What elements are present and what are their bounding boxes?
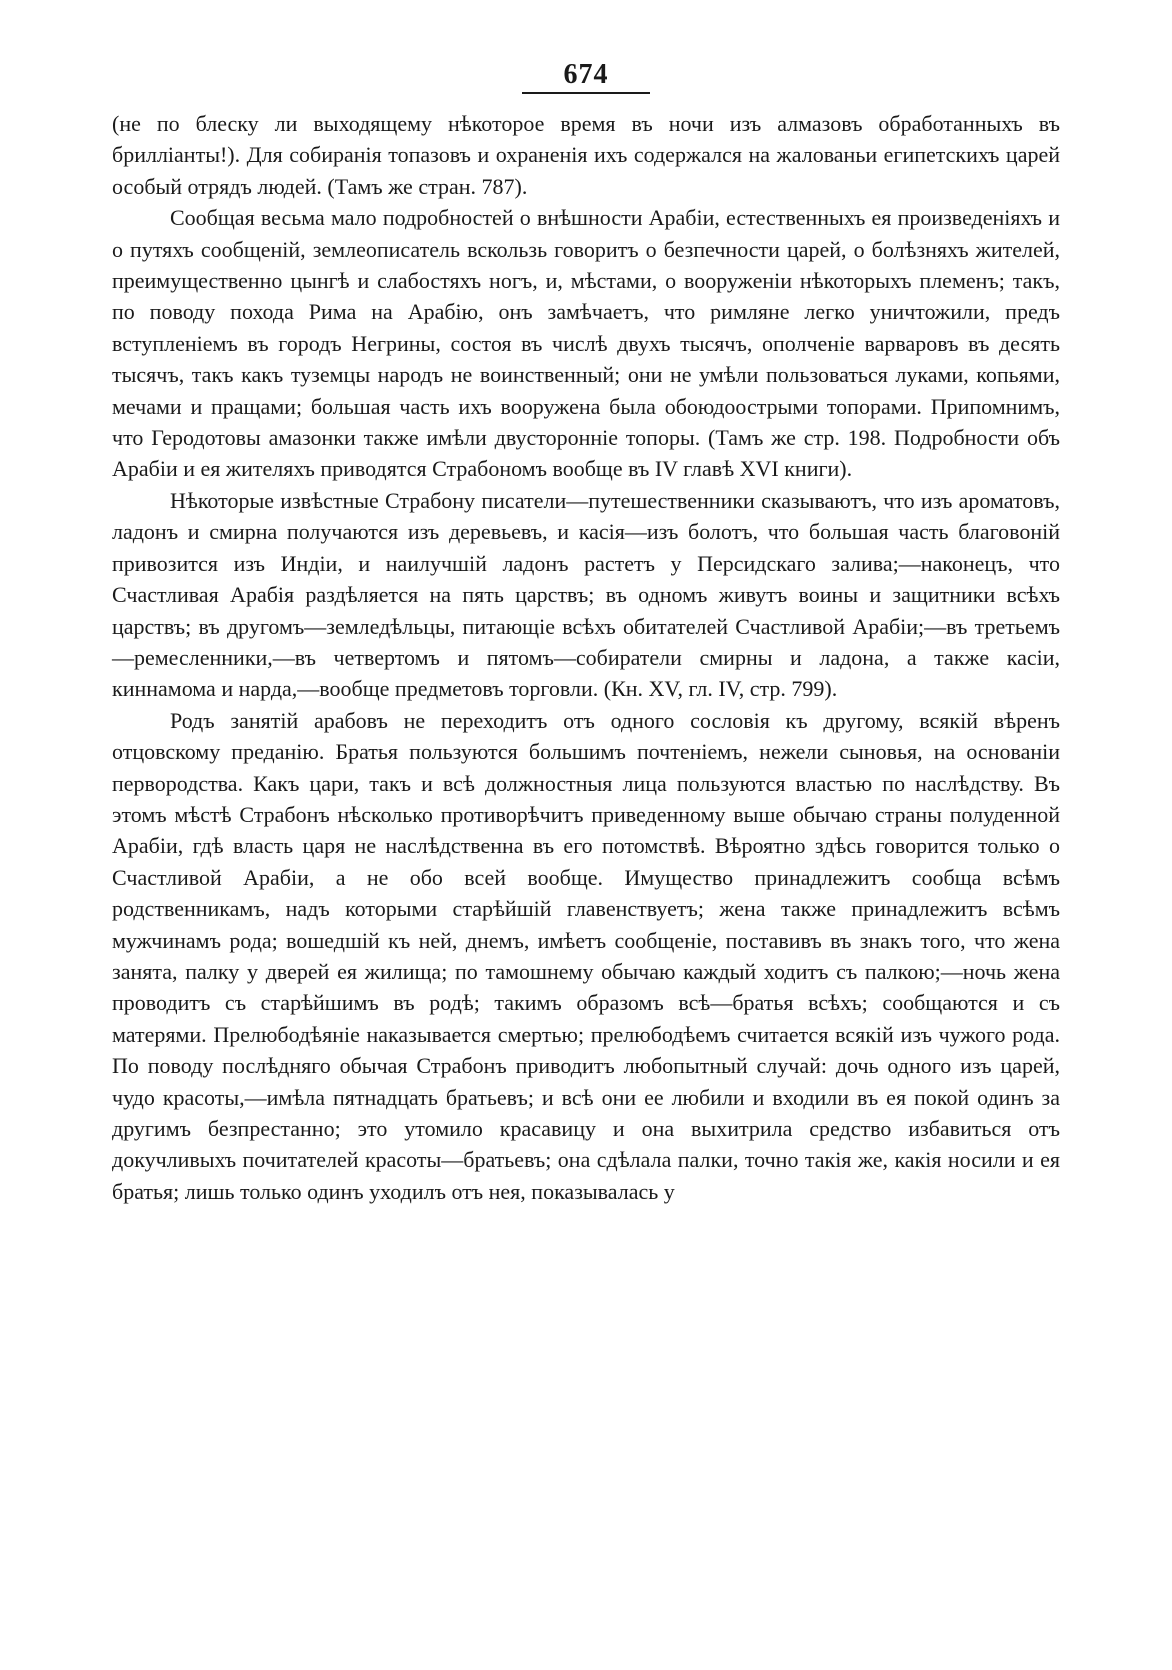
body-text [112,108,1060,1207]
paragraph: Нѣкоторые извѣстные Страбону писатели—путешественники сказываютъ, что изъ ароматовъ, ладонъ и смирна получаются изъ деревьевъ, и касія—изъ болотъ, что большая часть благовоній привозится изъ Индіи, и наилучшій ладонъ растетъ у Персидскаго залива;—наконецъ, что Счастливая Арабія раздѣляется на пять царствъ; въ одномъ живутъ воины и защитники всѣхъ царствъ; въ другомъ—земледѣльцы, питающіе всѣхъ обитателей Счастливой Арабіи;—въ третьемъ—ремесленники,—въ четвертомъ и пятомъ—собиратели смирны и ладона, а также касіи, киннамома и нарда,—вообще предметовъ торговли. (Кн. XV, гл. IV, стр. 799). [112,487,1060,702]
paragraph: Родъ занятій арабовъ не переходитъ отъ одного сословія къ другому, всякій вѣренъ отцовскому преданію. Братья пользуются большимъ почтеніемъ, нежели сыновья, на основаніи первородства. Какъ цари, такъ и всѣ должностныя лица пользуются властью по наслѣдству. Въ этомъ мѣстѣ Страбонъ нѣсколько противорѣчитъ приведенному выше обычаю страны полуденной Арабіи, гдѣ власть царя не наслѣдственна въ его потомствѣ. Вѣроятно здѣсь говорится только о Счастливой Арабіи, а не обо всей вообще. Имущество принадлежитъ сообща всѣмъ родственникамъ, надъ которыми старѣйшій главенствуетъ; жена также принадлежитъ всѣмъ мужчинамъ рода; вошедшій къ ней, днемъ, имѣетъ сообщеніе, поставивъ въ знакъ того, что жена занята, палку у дверей ея жилища; по тамошнему обычаю каждый ходитъ съ палкою;—ночь жена проводитъ съ старѣйшимъ въ родѣ; такимъ образомъ всѣ—братья всѣхъ; сообщаются и съ матерями. Прелюбодѣяніе наказывается смертью; прелюбодѣемъ считается всякій изъ чужого рода. По поводу послѣдняго обычая Страбонъ приводитъ любопытный случай: дочь одного изъ царей, чудо красоты,—имѣла пятнадцать братьевъ; и всѣ они ее любили и входили въ ея покой одинъ за другимъ безпрестанно; это утомило красавицу и она выхитрила средство избавиться отъ докучливыхъ почитателей красоты—братьевъ; она сдѣлала палки, точно такія же, какія носили и ея братья; лишь только одинъ уходилъ отъ нея, показывалась у [112,707,1060,1204]
page-number: 674 [563,59,609,90]
page-number-rule [522,92,650,94]
paragraph-continued: (не по блеску ли выходящему нѣкоторое время въ ночи изъ алмазовъ обработанныхъ въ брилліанты!). Для собиранія топазовъ и охраненія ихъ содержался на жалованьи египетскихъ царей особый отрядъ людей. (Тамъ же стран. 787). [112,111,1060,199]
paragraph: Сообщая весьма мало подробностей о внѣшности Арабіи, естественныхъ ея произведеніяхъ и о путяхъ сообщеній, землеописатель вскользь говоритъ о безпечности царей, о болѣзняхъ жителей, преимущественно цынгѣ и слабостяхъ ногъ, и, мѣстами, о вооруженіи нѣкоторыхъ племенъ; такъ, по поводу похода Рима на Арабію, онъ замѣчаетъ, что римляне легко уничтожили, предъ вступленіемъ въ городъ Негрины, состоя въ числѣ двухъ тысячъ, ополченіе варваровъ въ десять тысячъ, такъ какъ туземцы народъ не воинственный; они не умѣли пользоваться луками, копьями, мечами и пращами; большая часть ихъ вооружена была обоюдоострыми топорами. Припомнимъ, что Геродотовы амазонки также имѣли двусторонніе топоры. (Тамъ же стр. 198. Подробности объ Арабіи и ея жителяхъ приводятся Страбономъ вообще въ IV главѣ XVI книги). [112,205,1060,482]
book-page [112,58,1060,1618]
